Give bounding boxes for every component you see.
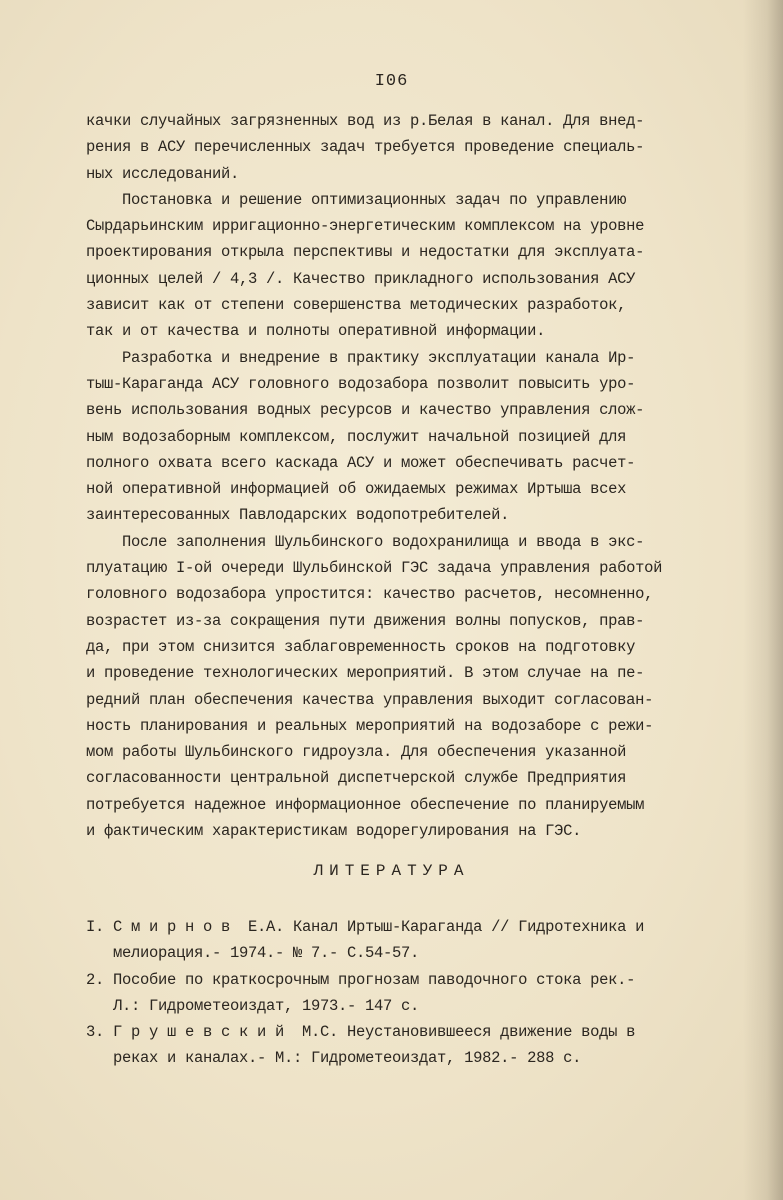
text-line: полного охвата всего каскада АСУ и может обеспечивать расчет- xyxy=(86,453,636,472)
text-line: редний план обеспечения качества управления выходит согласован- xyxy=(86,690,654,709)
text-line: вень использования водных ресурсов и качество управления слож- xyxy=(86,401,645,420)
text-line: Постановка и решение оптимизационных задач по управлению xyxy=(86,190,627,209)
text-line: рения в АСУ перечисленных задач требуется проведение специаль- xyxy=(86,138,645,157)
text-line: проектирования открыла перспективы и недостатки для эксплуата- xyxy=(86,243,645,262)
text-line: потребуется надежное информационное обеспечение по планируемым xyxy=(86,795,645,814)
text-line: да, при этом снизится заблаговременность сроков на подготовку xyxy=(86,637,636,656)
reference-line: 3. Г р у ш е в с к и й М.С. Неустановившееся движение воды в xyxy=(86,1023,636,1042)
text-line: мом работы Шульбинского гидроузла. Для обеспечения указанной xyxy=(86,743,627,762)
references-heading: ЛИТЕРАТУРА xyxy=(313,862,470,880)
text-line: ным водозаборным комплексом, послужит начальной позицией для xyxy=(86,427,627,446)
paragraph xyxy=(86,529,718,845)
page-edge-shadow xyxy=(743,0,783,1200)
references-list xyxy=(86,914,726,1072)
text-line: ных исследований. xyxy=(86,164,240,183)
reference-item xyxy=(86,914,726,967)
text-line: плуатацию I-ой очереди Шульбинской ГЭС задача управления работой xyxy=(86,559,663,578)
paragraph xyxy=(86,108,718,187)
text-line: возрастет из-за сокращения пути движения волны попусков, прав- xyxy=(86,611,645,630)
page-number: I06 xyxy=(374,72,409,91)
text-line: зависит как от степени совершенства методических разработок, xyxy=(86,296,627,315)
reference-line: I. С м и р н о в Е.А. Канал Иртыш-Караганда // Гидротехника и xyxy=(86,918,645,936)
text-line: ность планирования и реальных мероприятий на водозаборе с режи- xyxy=(86,716,654,735)
text-line: Разработка и внедрение в практику эксплуатации канала Ир- xyxy=(86,348,636,367)
text-line: Сырдарьинским ирригационно-энергетическим комплексом на уровне xyxy=(86,217,645,236)
text-line: и фактическим характеристикам водорегулирования на ГЭС. xyxy=(86,822,582,841)
reference-line: мелиорация.- 1974.- № 7.- С.54-57. xyxy=(86,944,420,963)
text-line: ционных целей / 4,3 /. Качество прикладного использования АСУ xyxy=(86,269,636,288)
reference-line: Л.: Гидрометеоиздат, 1973.- 147 с. xyxy=(86,996,420,1015)
reference-line: 2. Пособие по краткосрочным прогнозам паводочного стока рек.- xyxy=(86,970,636,989)
text-line: После заполнения Шульбинского водохранилища и ввода в экс- xyxy=(86,532,645,551)
text-line: качки случайных загрязненных вод из р.Белая в канал. Для внед- xyxy=(86,112,645,130)
body-text xyxy=(86,108,718,844)
paragraph xyxy=(86,187,718,345)
text-line: головного водозабора упростится: качество расчетов, несомненно, xyxy=(86,585,654,604)
text-line: согласованности центральной диспетчерской службе Предприятия xyxy=(86,769,627,788)
text-line: заинтересованных Павлодарских водопотребителей. xyxy=(86,506,510,525)
text-line: так и от качества и полноты оперативной информации. xyxy=(86,322,546,341)
text-line: ной оперативной информацией об ожидаемых режимах Иртыша всех xyxy=(86,480,627,499)
reference-line: реках и каналах.- М.: Гидрометеоиздат, 1982.- 288 с. xyxy=(86,1049,582,1068)
text-line: и проведение технологических мероприятий. В этом случае на пе- xyxy=(86,664,645,683)
text-line: тыш-Караганда АСУ головного водозабора позволит повысить уро- xyxy=(86,374,636,393)
paragraph xyxy=(86,345,718,529)
reference-item xyxy=(86,967,726,1020)
reference-item xyxy=(86,1019,726,1072)
